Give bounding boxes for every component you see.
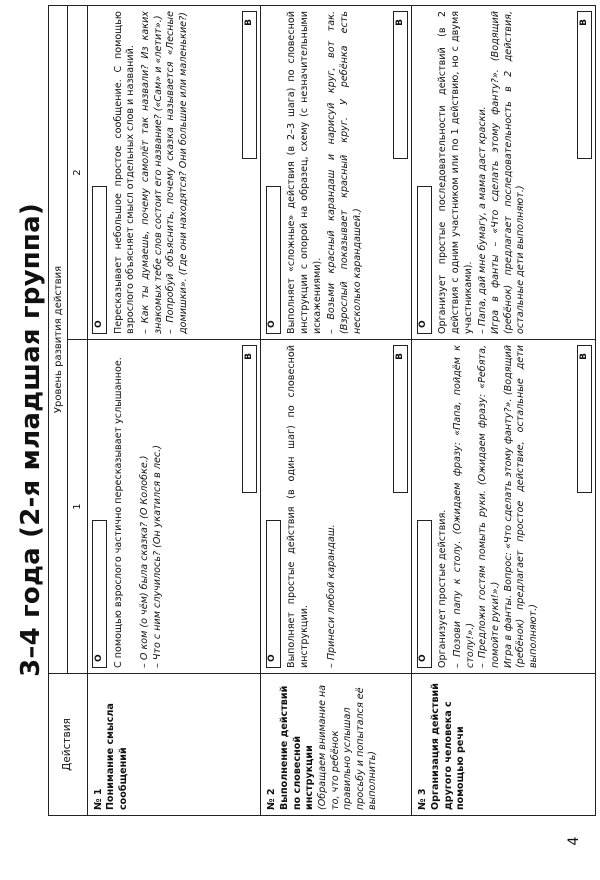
header-level-1: 1 — [68, 340, 87, 674]
action-note: (Обращаем внимание на то, что ребёнок правильно услышал просьбу и попытался её выполнить) — [316, 684, 379, 810]
example-line: – Позови папу к столу. (Ожидаем фразу: «Папа, пойдём к столу!».) — [451, 345, 476, 668]
observed-checkbox[interactable]: О — [92, 186, 107, 334]
table-header-row — [49, 6, 68, 816]
action-cell — [87, 674, 260, 816]
action-number: № 3 — [417, 788, 429, 810]
example-line: – О ком (о чём) была сказка? (О Колобке.) — [139, 455, 151, 668]
level-description: С помощью взрослого частично пересказывает услышанное. — [112, 357, 124, 668]
level-description: Выполняет «сложные» действия (в 2–3 шага) по словесной инструкции с опорой на образец, схему (с незначительными искажениями). — [286, 11, 323, 334]
observed-checkbox[interactable]: О — [417, 520, 432, 668]
adult-help-checkbox[interactable]: В — [242, 11, 257, 159]
observed-checkbox[interactable]: О — [266, 186, 281, 334]
action-number: № 2 — [266, 788, 278, 810]
level-2-cell — [412, 6, 596, 340]
observed-checkbox[interactable]: О — [417, 186, 432, 334]
level-description: Пересказывает небольшое простое сообщение. С помощью взрослого объясняет смысл отдельных слов и названий. — [112, 11, 137, 334]
example-line: – Что с ним случилось? (Он укатился в лес.) — [152, 445, 164, 668]
action-name: Выполнение действий по словесной инструкции — [278, 685, 316, 810]
adult-help-checkbox[interactable]: В — [577, 345, 592, 493]
table-row — [412, 6, 596, 816]
adult-help-checkbox[interactable]: В — [393, 345, 408, 493]
example-line: – Предложи гостям помыть руки. (Ожидаем фразу: «Ребята, помойте руки!».) — [477, 345, 501, 668]
action-cell — [261, 674, 412, 816]
action-name: Понимание смысла сообщений — [105, 703, 130, 810]
assessment-table — [48, 5, 596, 816]
example-line: – Как ты думаешь, почему самолёт так назвали? Из каких знакомых тебе слов состоит его название? («Сам» и «летит».) — [140, 11, 164, 334]
level-1-cell — [87, 340, 260, 674]
level-description: Организует простые действия. — [437, 509, 449, 668]
header-level-2: 2 — [68, 6, 87, 340]
header-levels: Уровень развития действия — [49, 6, 68, 674]
observed-checkbox[interactable]: О — [266, 520, 281, 668]
example-line: – Папа, дай мне бумагу, а мама даст краски. — [477, 106, 489, 334]
page-title: 3–4 года (2-я младшая группа) — [16, 203, 46, 677]
level-2-cell — [261, 6, 412, 340]
action-number: № 1 — [92, 788, 104, 810]
example-line: – Возьми красный карандаш и нарисуй круг, вот так. (Взрослый показывает красный круг. У ребёнка есть несколько карандашей.) — [326, 11, 363, 334]
example-line: – Принеси любой карандаш. — [325, 524, 337, 668]
example-line: Игра в фанты. Вопрос: «Что сделать этому фанту?». (Водящий (ребёнок) предлагает простое действие, остальные дети выполняют.) — [502, 345, 539, 668]
level-description: Выполняет простые действия (в один шаг) по словесной инструкции. — [286, 345, 310, 668]
example-line: Игра в фанты – «Что сделать этому фанту?». (Водящий (ребёнок) предлагает последовательность в 2 действия, остальные дети выполняют.) — [489, 11, 527, 334]
level-2-cell — [87, 6, 260, 340]
action-name: Организация действий другого человека с помощью речи — [429, 683, 467, 810]
table-row — [87, 6, 260, 816]
example-line: – Попробуй объяснить, почему сказка называется «Лесные домишки». (Где они находятся? Они большие или маленькие?) — [165, 11, 190, 334]
level-description: Организует простые последовательности действий (в 2 действия с одним участником или по 1 действию, но с двумя участниками). — [437, 11, 474, 334]
observed-checkbox[interactable]: О — [92, 520, 107, 668]
level-1-cell — [412, 340, 596, 674]
header-actions: Действия — [49, 674, 88, 816]
table-row — [261, 6, 412, 816]
action-cell — [412, 674, 596, 816]
level-1-cell — [261, 340, 412, 674]
adult-help-checkbox[interactable]: В — [242, 345, 257, 493]
page-number: 4 — [566, 836, 582, 846]
adult-help-checkbox[interactable]: В — [577, 11, 592, 159]
adult-help-checkbox[interactable]: В — [393, 11, 408, 159]
